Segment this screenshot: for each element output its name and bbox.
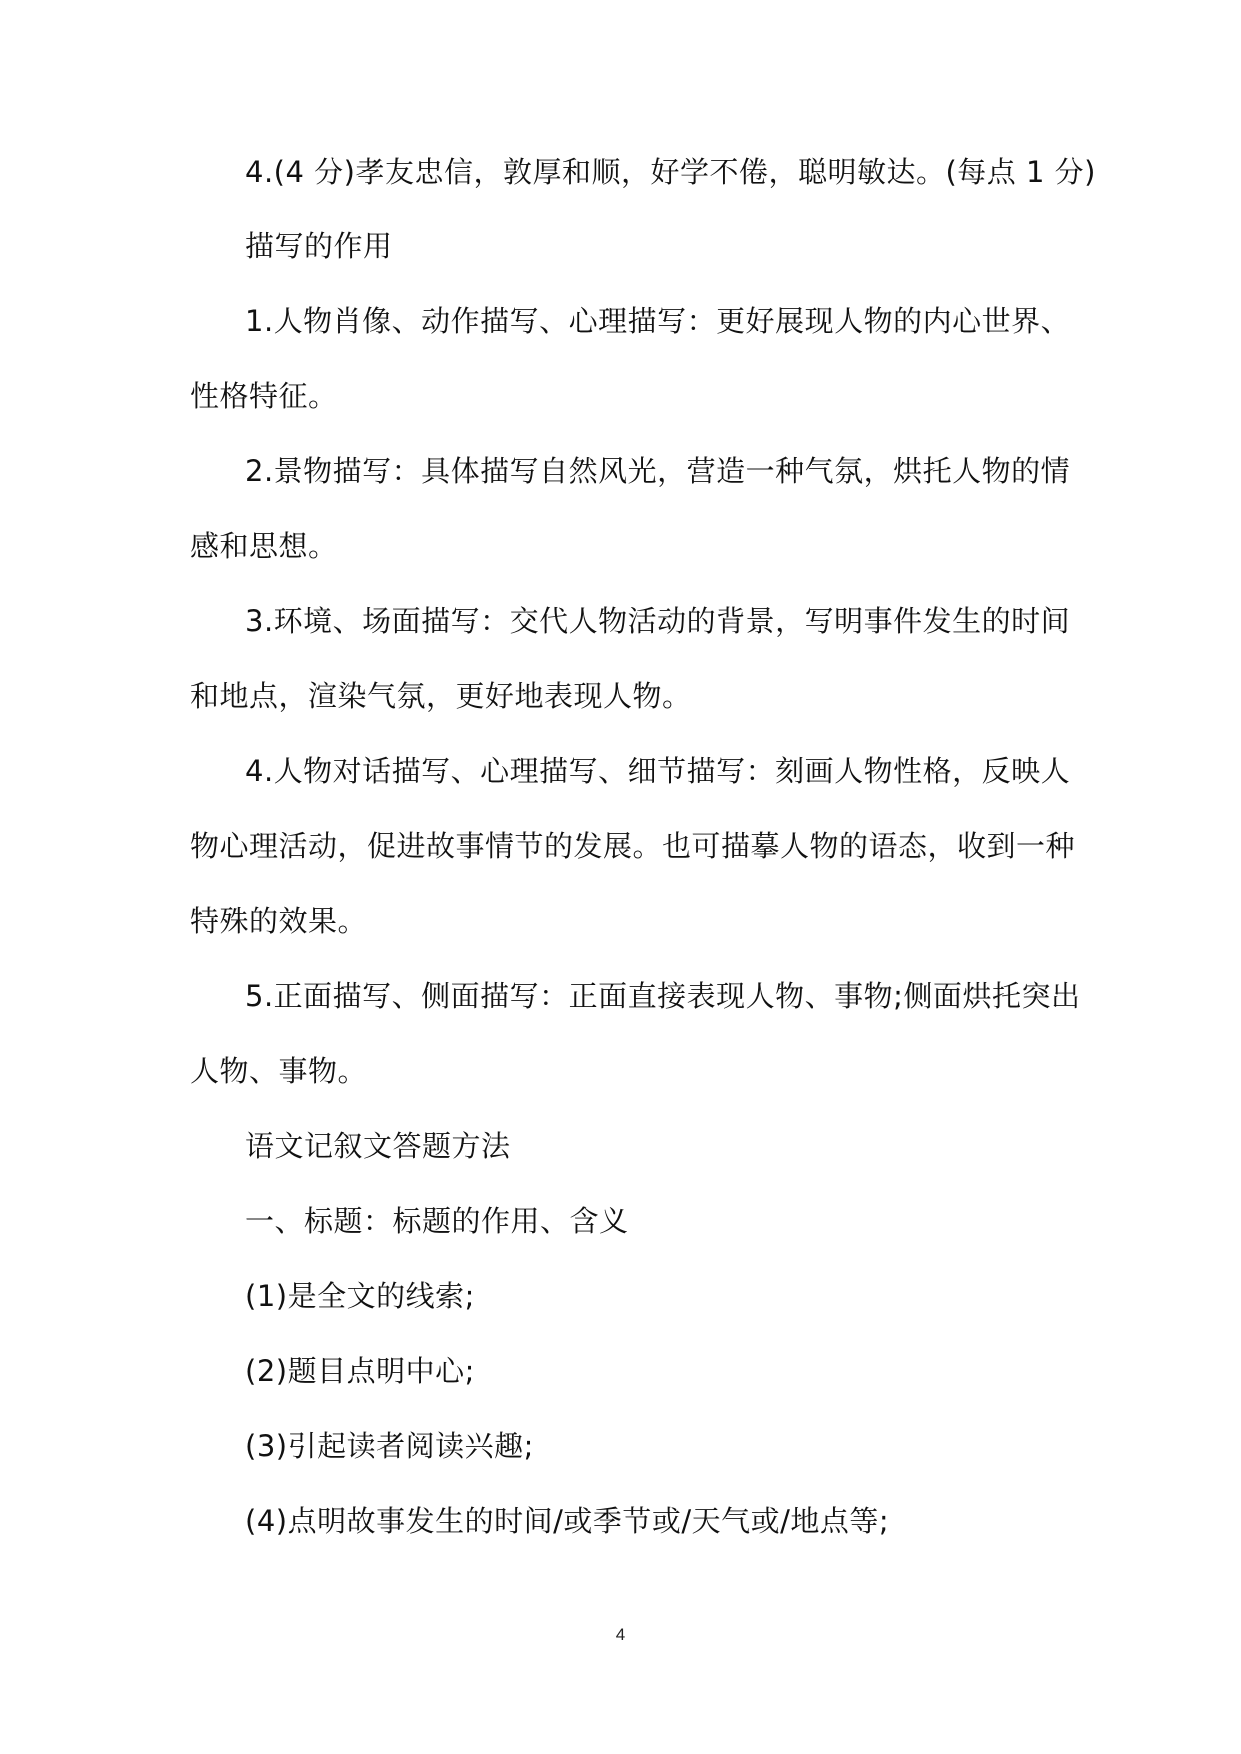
section-heading: 描写的作用	[245, 229, 393, 263]
paragraph-line: 2.景物描写：具体描写自然风光，营造一种气氛，烘托人物的情	[245, 454, 1071, 488]
paragraph-line: 和地点，渲染气氛，更好地表现人物。	[190, 679, 692, 713]
paragraph-line: 性格特征。	[190, 379, 338, 413]
paragraph-line: 4.人物对话描写、心理描写、细节描写：刻画人物性格，反映人	[245, 754, 1071, 788]
answer-line: 4.(4 分)孝友忠信，敦厚和顺，好学不倦，聪明敏达。(每点 1 分)	[245, 155, 1096, 189]
page-number: 4	[615, 1625, 626, 1644]
list-item: (3)引起读者阅读兴趣;	[245, 1429, 534, 1463]
paragraph-line: 感和思想。	[190, 529, 338, 563]
list-item: (4)点明故事发生的时间/或季节或/天气或/地点等;	[245, 1504, 890, 1538]
paragraph-line: 1.人物肖像、动作描写、心理描写：更好展现人物的内心世界、	[245, 304, 1071, 338]
subsection-heading: 一、标题：标题的作用、含义	[245, 1204, 629, 1238]
paragraph-line: 人物、事物。	[190, 1054, 368, 1088]
paragraph-line: 特殊的效果。	[190, 904, 368, 938]
paragraph-line: 5.正面描写、侧面描写：正面直接表现人物、事物;侧面烘托突出	[245, 979, 1081, 1013]
list-item: (1)是全文的线索;	[245, 1279, 475, 1313]
paragraph-line: 物心理活动，促进故事情节的发展。也可描摹人物的语态，收到一种	[190, 829, 1076, 863]
paragraph-line: 3.环境、场面描写：交代人物活动的背景，写明事件发生的时间	[245, 604, 1071, 638]
list-item: (2)题目点明中心;	[245, 1354, 475, 1388]
section-heading: 语文记叙文答题方法	[245, 1129, 511, 1163]
